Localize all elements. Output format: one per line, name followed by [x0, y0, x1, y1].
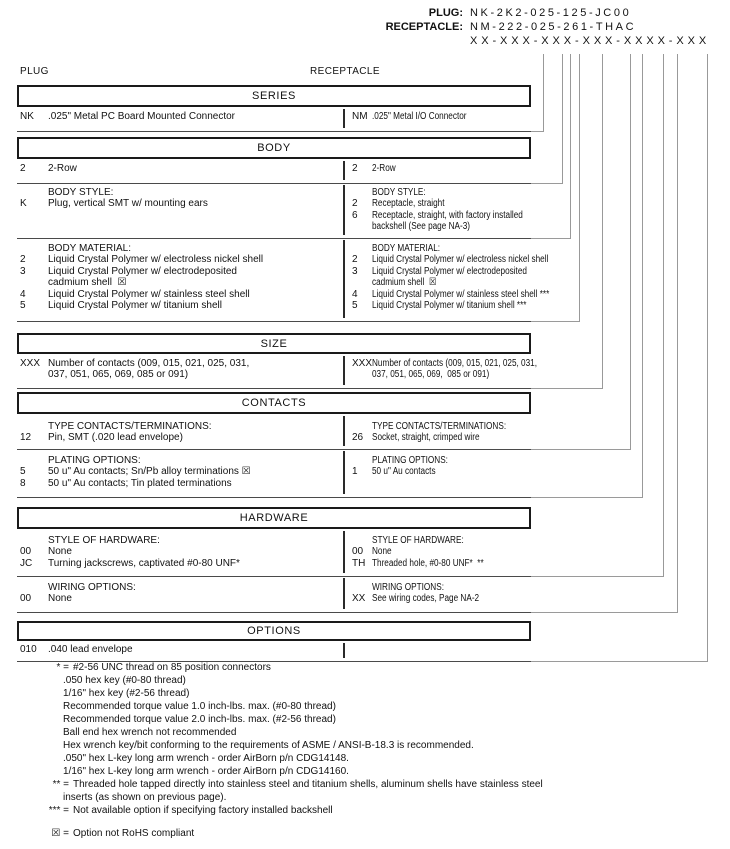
footnote-text: .050 hex key (#0-80 thread) [63, 675, 186, 686]
text-line [17, 198, 343, 210]
option-code: 1 [352, 466, 358, 478]
connector-horizontal-line [531, 183, 562, 184]
option-description: Plug, vertical SMT w/ mounting ears [48, 198, 208, 210]
text-line [343, 582, 531, 594]
option-code: 4 [352, 288, 358, 300]
text-line [17, 300, 343, 312]
footnote-line [17, 766, 723, 779]
receptacle-cell [343, 529, 531, 576]
option-description: Liquid Crystal Polymer w/ stainless steel shell [48, 288, 250, 300]
text-line [17, 432, 343, 444]
plug-column-label: PLUG [20, 66, 49, 77]
field-group-header: TYPE CONTACTS/TERMINATIONS: [48, 421, 212, 432]
plug-cell [17, 529, 343, 576]
receptacle-part-number-value: NM-222-025-261-THAC [470, 21, 637, 33]
row-divider-line [17, 131, 531, 132]
connector-vertical-line [570, 54, 571, 239]
option-description: 2-Row [372, 163, 396, 174]
connector-vertical-line [630, 54, 631, 450]
connector-horizontal-line [531, 576, 663, 577]
option-code: NK [20, 111, 34, 122]
option-code: 00 [352, 546, 364, 558]
footnote-line [17, 727, 723, 740]
option-code: 5 [352, 300, 358, 311]
option-code: 2 [20, 254, 26, 266]
section-title: SERIES [252, 90, 296, 102]
row-divider-line [17, 321, 531, 322]
text-line [343, 266, 531, 278]
option-code: TH [352, 557, 366, 569]
footnote-line [17, 662, 723, 675]
table-row [17, 529, 531, 576]
option-description: Receptacle, straight [372, 198, 445, 210]
option-description: Receptacle, straight, with factory installed [372, 209, 523, 221]
receptacle-cell [343, 414, 531, 449]
table-row [17, 354, 538, 388]
footnote-line [17, 701, 723, 714]
option-code: 2 [352, 163, 358, 174]
row-divider-line [17, 497, 531, 498]
footnote-line [17, 740, 723, 753]
option-description: None [372, 546, 392, 558]
field-group-header: BODY STYLE: [372, 187, 426, 198]
footnote [17, 805, 723, 818]
text-line [17, 644, 343, 656]
receptacle-cell [343, 159, 531, 183]
option-description: 2-Row [48, 163, 77, 174]
text-line [17, 546, 343, 558]
option-description: Threaded hole, #0-80 UNF* ** [372, 557, 484, 569]
connector-vertical-line [602, 54, 603, 389]
option-code: 5 [20, 300, 26, 311]
table-row [17, 414, 531, 449]
connector-horizontal-line [531, 497, 642, 498]
footnote-line [17, 828, 723, 841]
option-description: None [48, 546, 72, 558]
text-line [343, 254, 549, 266]
text-line [17, 277, 343, 289]
text-line [343, 198, 531, 210]
footnote-marker: *** = [48, 805, 69, 816]
option-description: Liquid Crystal Polymer w/ electrodeposited [48, 265, 237, 277]
plug-cell [17, 449, 343, 497]
plug-cell [17, 576, 343, 612]
footnote-text: Threaded hole tapped directly into stainless steel and titanium shells, aluminum shells have stainless steel [73, 779, 543, 790]
option-description: 50 u" Au contacts [372, 466, 436, 478]
field-group-header: WIRING OPTIONS: [48, 582, 136, 593]
footnote-line [17, 688, 723, 701]
option-code: 6 [352, 209, 358, 221]
section-title: HARDWARE [239, 512, 309, 524]
option-description: Pin, SMT (.020 lead envelope) [48, 432, 183, 444]
plug-cell [17, 183, 343, 238]
option-code: XX [352, 593, 366, 605]
text-line [343, 455, 531, 467]
table-row [17, 576, 531, 612]
section-title: SIZE [260, 337, 288, 350]
option-code: K [20, 198, 27, 210]
field-group-header: STYLE OF HARDWARE: [48, 535, 160, 546]
text-line [343, 288, 550, 301]
receptacle-cell [343, 238, 550, 321]
option-code: 4 [20, 288, 26, 300]
text-line [343, 558, 531, 570]
option-code: 2 [352, 254, 358, 266]
text-line [17, 478, 343, 490]
text-line [343, 243, 531, 255]
option-description: Socket, straight, crimped wire [372, 432, 480, 444]
option-code: 2 [20, 163, 26, 174]
option-description: Number of contacts (009, 015, 021, 025, 031, [48, 358, 250, 369]
text-line [17, 358, 343, 370]
section-header [17, 333, 531, 354]
option-code: 00 [20, 593, 32, 605]
field-group-header: BODY STYLE: [48, 187, 114, 198]
footnotes-block [17, 662, 723, 841]
footnote-text: Not available option if specifying factory installed backshell [73, 805, 333, 816]
option-description: Liquid Crystal Polymer w/ electrodeposited [372, 265, 527, 277]
footnote-marker: ☒ = [51, 828, 69, 839]
option-code: 3 [352, 265, 358, 277]
footnote-text: Ball end hex wrench not recommended [63, 727, 237, 738]
option-code: 010 [20, 644, 37, 655]
text-line [17, 254, 343, 266]
text-line [343, 163, 531, 175]
plug-part-number-value: NK-2K2-025-125-JC00 [470, 7, 632, 19]
field-group-header: STYLE OF HARDWARE: [372, 535, 464, 546]
footnote-text: Recommended torque value 2.0 inch-lbs. max. (#2-56 thread) [63, 714, 336, 725]
option-description: Number of contacts (009, 015, 021, 025, 031, [372, 358, 538, 369]
option-description: 50 u" Au contacts; Tin plated terminations [48, 477, 232, 489]
footnote-text: 1/16" hex L-key long arm wrench - order AirBorn p/n CDG14160. [63, 766, 349, 777]
plug-cell [17, 414, 343, 449]
connector-vertical-line [707, 54, 708, 662]
plug-part-number-label: PLUG: [428, 7, 463, 19]
receptacle-cell [343, 107, 531, 131]
receptacle-column-label: RECEPTACLE [310, 66, 380, 77]
option-code: 5 [20, 466, 26, 478]
section-header [17, 621, 531, 641]
footnote-line [17, 805, 723, 818]
table-row [17, 159, 531, 183]
option-description: .025" Metal PC Board Mounted Connector [48, 111, 235, 122]
field-group-header: PLATING OPTIONS: [372, 455, 448, 466]
connector-vertical-line [663, 54, 664, 577]
option-description: Turning jackscrews, captivated #0-80 UNF* [48, 557, 240, 569]
receptacle-cell [343, 183, 531, 238]
plug-cell [17, 159, 343, 183]
option-description: Liquid Crystal Polymer w/ titanium shell *** [372, 300, 527, 311]
connector-vertical-line [677, 54, 678, 613]
connector-vertical-line [642, 54, 643, 498]
section-title: CONTACTS [241, 397, 307, 409]
text-line [17, 558, 343, 570]
option-description: 037, 051, 065, 069, 085 or 091) [372, 369, 490, 381]
option-code: 12 [20, 432, 32, 444]
option-description: cadmium shell ☒ [48, 277, 127, 289]
option-code: NM [352, 111, 368, 122]
footnote [17, 662, 723, 779]
field-group-header: TYPE CONTACTS/TERMINATIONS: [372, 421, 507, 432]
connector-vertical-line [543, 54, 544, 132]
option-code: 00 [20, 546, 32, 558]
plug-cell [17, 354, 343, 388]
option-description: Liquid Crystal Polymer w/ stainless steel shell *** [372, 288, 550, 300]
footnote-line [17, 714, 723, 727]
connector-horizontal-line [531, 388, 602, 389]
option-description: Liquid Crystal Polymer w/ electroless nickel shell [372, 254, 549, 266]
text-line [343, 187, 531, 199]
connector-horizontal-line [531, 238, 570, 239]
footnote-line [17, 753, 723, 766]
connector-horizontal-line [531, 449, 630, 450]
footnote-text: inserts (as shown on previous page). [63, 792, 227, 803]
option-description: See wiring codes, Page NA-2 [372, 593, 480, 605]
footnote-text: #2-56 UNC thread on 85 position connectors [73, 662, 271, 673]
footnote-text: Hex wrench key/bit conforming to the requirements of ASME / ANSI-B-18.3 is recommended. [63, 740, 474, 751]
connector-vertical-line [562, 54, 563, 184]
text-line [17, 593, 343, 605]
text-line [343, 593, 531, 605]
text-line [343, 300, 531, 312]
text-line [343, 111, 531, 123]
footnote-marker: * = [56, 662, 69, 673]
receptacle-cell [343, 641, 531, 661]
option-description: .025" Metal I/O Connector [372, 111, 467, 122]
option-description: cadmium shell ☒ [372, 277, 437, 289]
text-line [343, 277, 531, 289]
field-group-header: WIRING OPTIONS: [372, 582, 444, 593]
footnote-text: 1/16" hex key (#2-56 thread) [63, 688, 190, 699]
option-code: 26 [352, 432, 364, 444]
option-code: XXX [352, 358, 373, 369]
text-line [17, 187, 343, 199]
table-row [17, 183, 531, 238]
text-line [17, 582, 343, 594]
option-description: 037, 051, 065, 069, 085 or 091) [48, 369, 189, 381]
text-line [343, 210, 531, 222]
receptacle-cell [343, 576, 531, 612]
footnote-text: Option not RoHS compliant [73, 828, 195, 839]
text-line [17, 243, 343, 255]
receptacle-part-number-label: RECEPTACLE: [385, 21, 463, 33]
table-row [17, 238, 550, 321]
footnote-line [17, 779, 723, 792]
text-line [17, 421, 343, 433]
section-header [17, 85, 531, 107]
text-line [343, 221, 531, 233]
section-title: OPTIONS [247, 625, 301, 637]
text-line [17, 163, 343, 175]
text-line [343, 466, 531, 478]
plug-cell [17, 107, 343, 131]
footnote-line [17, 792, 723, 805]
receptacle-cell [343, 449, 531, 497]
option-description: .040 lead envelope [48, 644, 133, 655]
text-line [17, 289, 343, 301]
text-line [17, 535, 343, 547]
connector-horizontal-line [531, 612, 677, 613]
table-row [17, 107, 531, 131]
text-line [343, 535, 531, 547]
table-row [17, 449, 531, 497]
text-line [17, 369, 343, 381]
plug-cell [17, 238, 343, 321]
text-line [343, 432, 531, 444]
text-line [17, 266, 343, 278]
option-code: JC [20, 557, 33, 569]
option-description: Liquid Crystal Polymer w/ titanium shell [48, 300, 222, 311]
text-line [17, 466, 343, 478]
row-divider-line [17, 612, 531, 613]
field-group-header: BODY MATERIAL: [372, 243, 441, 254]
connector-horizontal-line [531, 131, 543, 132]
part-number-template: XX-XXX-XXX-XXX-XXXX-XXX [470, 35, 711, 47]
footnote-marker: ** = [52, 779, 69, 790]
row-divider-line [17, 388, 531, 389]
option-code: 2 [352, 198, 358, 210]
option-description: None [48, 593, 72, 605]
option-description: Liquid Crystal Polymer w/ electroless nickel shell [48, 254, 264, 266]
section-header [17, 392, 531, 414]
footnote-line [17, 675, 723, 688]
footnote-text: .050" hex L-key long arm wrench - order AirBorn p/n CDG14148. [63, 753, 349, 764]
section-header [17, 137, 531, 159]
option-code: XXX [20, 358, 41, 369]
option-code: 8 [20, 477, 26, 489]
footnote [17, 779, 723, 805]
connector-horizontal-line [531, 321, 579, 322]
text-line [17, 455, 343, 467]
text-line [343, 358, 538, 370]
footnote [17, 828, 723, 841]
option-code: 3 [20, 265, 26, 277]
table-row [17, 641, 531, 661]
text-line [343, 546, 531, 558]
connector-vertical-line [579, 54, 580, 322]
field-group-header: PLATING OPTIONS: [48, 455, 141, 466]
receptacle-cell [343, 354, 538, 388]
plug-cell [17, 641, 343, 661]
text-line [343, 421, 531, 433]
footnote-text: Recommended torque value 1.0 inch-lbs. max. (#0-80 thread) [63, 701, 336, 712]
option-description: 50 u" Au contacts; Sn/Pb alloy terminations ☒ [48, 466, 251, 478]
section-header [17, 507, 531, 529]
text-line [17, 111, 343, 123]
field-group-header: BODY MATERIAL: [48, 243, 131, 254]
text-line [343, 369, 531, 381]
option-description: backshell (See page NA-3) [372, 221, 471, 233]
section-title: BODY [257, 142, 291, 154]
